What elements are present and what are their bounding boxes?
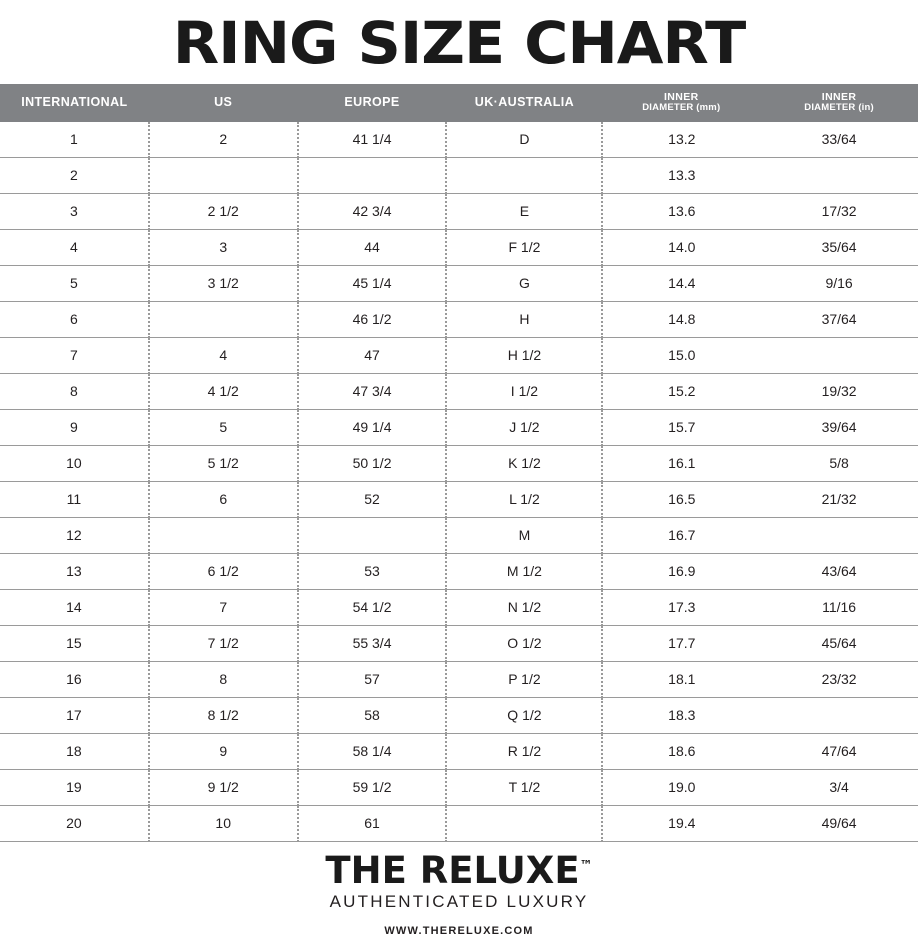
cell-europe: 54 1/2 bbox=[298, 589, 447, 625]
table-row bbox=[0, 661, 918, 697]
cell-inner_in: 43/64 bbox=[760, 553, 918, 589]
cell-inner_in: 3/4 bbox=[760, 769, 918, 805]
cell-uk_australia: K 1/2 bbox=[446, 445, 602, 481]
cell-uk_australia: N 1/2 bbox=[446, 589, 602, 625]
cell-international: 10 bbox=[0, 445, 149, 481]
table-row bbox=[0, 697, 918, 733]
cell-international: 3 bbox=[0, 193, 149, 229]
cell-us: 2 1/2 bbox=[149, 193, 298, 229]
cell-us: 6 bbox=[149, 481, 298, 517]
cell-us bbox=[149, 157, 298, 193]
cell-international: 5 bbox=[0, 265, 149, 301]
cell-europe bbox=[298, 157, 447, 193]
cell-europe: 50 1/2 bbox=[298, 445, 447, 481]
cell-us: 8 1/2 bbox=[149, 697, 298, 733]
cell-uk_australia: P 1/2 bbox=[446, 661, 602, 697]
cell-international: 2 bbox=[0, 157, 149, 193]
brand-tagline: AUTHENTICATED LUXURY bbox=[329, 891, 589, 911]
column-header-uk-australia: UK·AUSTRALIA bbox=[446, 84, 602, 122]
cell-uk_australia: G bbox=[446, 265, 602, 301]
table-row bbox=[0, 337, 918, 373]
cell-inner_mm: 13.2 bbox=[602, 122, 760, 158]
cell-us: 4 bbox=[149, 337, 298, 373]
cell-inner_in bbox=[760, 517, 918, 553]
cell-inner_mm: 17.3 bbox=[602, 589, 760, 625]
column-header-inner-diameter-in bbox=[760, 84, 918, 122]
ring-size-table bbox=[0, 84, 918, 842]
cell-international: 11 bbox=[0, 481, 149, 517]
cell-international: 9 bbox=[0, 409, 149, 445]
table-row bbox=[0, 301, 918, 337]
cell-inner_mm: 14.4 bbox=[602, 265, 760, 301]
cell-international: 8 bbox=[0, 373, 149, 409]
table-row bbox=[0, 625, 918, 661]
cell-uk_australia: F 1/2 bbox=[446, 229, 602, 265]
cell-uk_australia: I 1/2 bbox=[446, 373, 602, 409]
cell-us: 7 1/2 bbox=[149, 625, 298, 661]
cell-europe: 41 1/4 bbox=[298, 122, 447, 158]
page-title: RING SIZE CHART bbox=[172, 9, 746, 77]
cell-europe: 42 3/4 bbox=[298, 193, 447, 229]
table-row bbox=[0, 553, 918, 589]
cell-europe: 57 bbox=[298, 661, 447, 697]
cell-us: 2 bbox=[149, 122, 298, 158]
cell-us: 3 bbox=[149, 229, 298, 265]
cell-international: 13 bbox=[0, 553, 149, 589]
cell-inner_in: 37/64 bbox=[760, 301, 918, 337]
column-header-inner-diameter-mm-line2: DIAMETER (mm) bbox=[642, 102, 721, 114]
cell-europe: 44 bbox=[298, 229, 447, 265]
cell-europe: 55 3/4 bbox=[298, 625, 447, 661]
table-header-row bbox=[0, 84, 918, 122]
cell-europe: 45 1/4 bbox=[298, 265, 447, 301]
cell-us: 9 1/2 bbox=[149, 769, 298, 805]
cell-uk_australia: M bbox=[446, 517, 602, 553]
cell-international: 18 bbox=[0, 733, 149, 769]
brand-name bbox=[325, 848, 593, 892]
cell-inner_in: 11/16 bbox=[760, 589, 918, 625]
cell-europe bbox=[298, 517, 447, 553]
table-row bbox=[0, 409, 918, 445]
cell-inner_mm: 13.6 bbox=[602, 193, 760, 229]
cell-inner_mm: 16.1 bbox=[602, 445, 760, 481]
cell-us: 6 1/2 bbox=[149, 553, 298, 589]
cell-uk_australia: H 1/2 bbox=[446, 337, 602, 373]
column-header-international: INTERNATIONAL bbox=[0, 84, 149, 122]
cell-inner_mm: 17.7 bbox=[602, 625, 760, 661]
cell-inner_in: 5/8 bbox=[760, 445, 918, 481]
column-header-inner-diameter-mm-line1: INNER bbox=[663, 91, 699, 103]
cell-uk_australia: T 1/2 bbox=[446, 769, 602, 805]
cell-europe: 49 1/4 bbox=[298, 409, 447, 445]
cell-international: 7 bbox=[0, 337, 149, 373]
column-header-inner-diameter-mm bbox=[602, 84, 760, 122]
trademark-symbol: ™ bbox=[579, 858, 593, 874]
cell-inner_mm: 14.8 bbox=[602, 301, 760, 337]
cell-uk_australia: L 1/2 bbox=[446, 481, 602, 517]
cell-us: 5 bbox=[149, 409, 298, 445]
cell-uk_australia: H bbox=[446, 301, 602, 337]
cell-us: 4 1/2 bbox=[149, 373, 298, 409]
table-row bbox=[0, 733, 918, 769]
cell-europe: 58 1/4 bbox=[298, 733, 447, 769]
cell-inner_in bbox=[760, 697, 918, 733]
cell-inner_in: 19/32 bbox=[760, 373, 918, 409]
table-row bbox=[0, 481, 918, 517]
cell-inner_mm: 19.4 bbox=[602, 805, 760, 841]
table-row bbox=[0, 805, 918, 841]
column-header-europe: EUROPE bbox=[298, 84, 447, 122]
cell-international: 20 bbox=[0, 805, 149, 841]
cell-inner_mm: 15.7 bbox=[602, 409, 760, 445]
table-row bbox=[0, 373, 918, 409]
cell-europe: 61 bbox=[298, 805, 447, 841]
cell-europe: 53 bbox=[298, 553, 447, 589]
cell-inner_mm: 16.5 bbox=[602, 481, 760, 517]
table-row bbox=[0, 517, 918, 553]
cell-uk_australia: R 1/2 bbox=[446, 733, 602, 769]
cell-inner_in: 21/32 bbox=[760, 481, 918, 517]
cell-inner_in bbox=[760, 337, 918, 373]
table-row bbox=[0, 445, 918, 481]
cell-inner_in: 35/64 bbox=[760, 229, 918, 265]
cell-inner_in: 49/64 bbox=[760, 805, 918, 841]
cell-inner_in: 33/64 bbox=[760, 122, 918, 158]
cell-international: 12 bbox=[0, 517, 149, 553]
cell-inner_mm: 15.2 bbox=[602, 373, 760, 409]
cell-uk_australia: E bbox=[446, 193, 602, 229]
cell-uk_australia bbox=[446, 805, 602, 841]
cell-us bbox=[149, 517, 298, 553]
cell-us: 7 bbox=[149, 589, 298, 625]
cell-us: 10 bbox=[149, 805, 298, 841]
cell-inner_mm: 18.1 bbox=[602, 661, 760, 697]
column-header-inner-diameter-in-line2: DIAMETER (in) bbox=[804, 102, 874, 114]
cell-uk_australia: J 1/2 bbox=[446, 409, 602, 445]
table-row bbox=[0, 229, 918, 265]
cell-international: 19 bbox=[0, 769, 149, 805]
cell-europe: 47 3/4 bbox=[298, 373, 447, 409]
table-row bbox=[0, 769, 918, 805]
cell-europe: 59 1/2 bbox=[298, 769, 447, 805]
cell-inner_in bbox=[760, 157, 918, 193]
cell-inner_mm: 18.6 bbox=[602, 733, 760, 769]
table-row bbox=[0, 589, 918, 625]
table-row bbox=[0, 193, 918, 229]
cell-international: 1 bbox=[0, 122, 149, 158]
cell-europe: 52 bbox=[298, 481, 447, 517]
footer bbox=[0, 842, 918, 937]
cell-inner_mm: 14.0 bbox=[602, 229, 760, 265]
table-row bbox=[0, 265, 918, 301]
cell-inner_in: 23/32 bbox=[760, 661, 918, 697]
cell-uk_australia: M 1/2 bbox=[446, 553, 602, 589]
cell-europe: 46 1/2 bbox=[298, 301, 447, 337]
cell-inner_in: 17/32 bbox=[760, 193, 918, 229]
cell-international: 17 bbox=[0, 697, 149, 733]
cell-uk_australia: D bbox=[446, 122, 602, 158]
cell-uk_australia: Q 1/2 bbox=[446, 697, 602, 733]
table-row bbox=[0, 122, 918, 158]
cell-inner_mm: 13.3 bbox=[602, 157, 760, 193]
cell-international: 14 bbox=[0, 589, 149, 625]
table-body bbox=[0, 122, 918, 842]
cell-inner_in: 9/16 bbox=[760, 265, 918, 301]
cell-us: 3 1/2 bbox=[149, 265, 298, 301]
cell-inner_mm: 16.9 bbox=[602, 553, 760, 589]
cell-us: 5 1/2 bbox=[149, 445, 298, 481]
cell-uk_australia: O 1/2 bbox=[446, 625, 602, 661]
cell-uk_australia bbox=[446, 157, 602, 193]
cell-europe: 47 bbox=[298, 337, 447, 373]
cell-europe: 58 bbox=[298, 697, 447, 733]
cell-international: 6 bbox=[0, 301, 149, 337]
table-header bbox=[0, 84, 918, 122]
cell-inner_mm: 18.3 bbox=[602, 697, 760, 733]
cell-inner_mm: 16.7 bbox=[602, 517, 760, 553]
cell-international: 16 bbox=[0, 661, 149, 697]
cell-international: 4 bbox=[0, 229, 149, 265]
brand-text: THE RELUXE bbox=[325, 848, 580, 892]
cell-inner_mm: 15.0 bbox=[602, 337, 760, 373]
cell-international: 15 bbox=[0, 625, 149, 661]
table-row bbox=[0, 157, 918, 193]
column-header-us: US bbox=[149, 84, 298, 122]
cell-us: 9 bbox=[149, 733, 298, 769]
cell-inner_mm: 19.0 bbox=[602, 769, 760, 805]
column-header-inner-diameter-in-line1: INNER bbox=[821, 91, 857, 103]
website-url: WWW.THERELUXE.COM bbox=[384, 924, 534, 937]
cell-inner_in: 45/64 bbox=[760, 625, 918, 661]
cell-inner_in: 47/64 bbox=[760, 733, 918, 769]
cell-us: 8 bbox=[149, 661, 298, 697]
cell-inner_in: 39/64 bbox=[760, 409, 918, 445]
cell-us bbox=[149, 301, 298, 337]
